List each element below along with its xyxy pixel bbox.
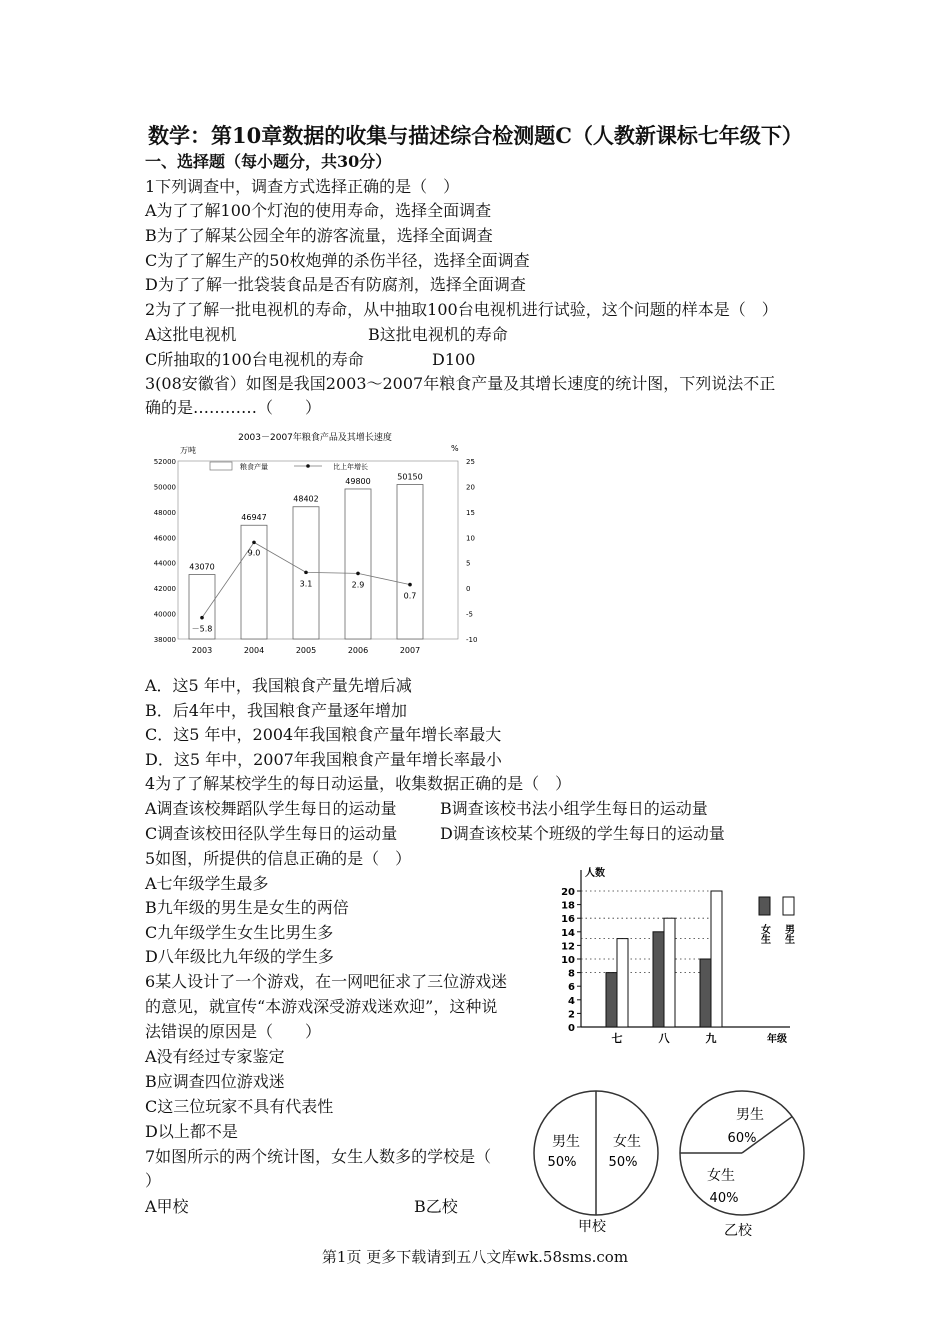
y-tick-label: 2 xyxy=(568,1009,575,1021)
y-tick-label: 16 xyxy=(561,914,575,926)
y-tick-label: 10 xyxy=(561,955,575,966)
growth-rate-point xyxy=(252,541,256,545)
q4-option-c: C调查该校田径队学生每日的运动量 xyxy=(145,824,398,843)
q2-option-c: C所抽取的100台电视机的寿命 xyxy=(145,350,364,369)
x-tick-label: 2007 xyxy=(399,646,421,655)
q1-option-d: D为了了解一批袋装食品是否有防腐剂，选择全面调查 xyxy=(145,275,526,294)
x-tick-label: 2004 xyxy=(243,646,265,655)
q7-stem-line2: ） xyxy=(145,1171,162,1190)
pie-b-label-female: 女生 xyxy=(707,1168,735,1184)
y-tick-label: 6 xyxy=(568,982,575,994)
q4-option-a: A调查该校舞蹈队学生每日的运动量 xyxy=(145,799,397,818)
q5-option-d: D八年级比九年级的学生多 xyxy=(145,947,334,966)
q7-option-b: B乙校 xyxy=(414,1197,458,1216)
q6-option-c: C这三位玩家不具有代表性 xyxy=(145,1097,334,1116)
q3-option-d: D．这5 年中，2007年我国粮食产量年增长率最小 xyxy=(145,750,502,769)
q3-option-a: A．这5 年中，我国粮食产量先增后减 xyxy=(145,676,412,695)
q6-option-b: B应调查四位游戏迷 xyxy=(145,1072,285,1091)
q2-option-a: A这批电视机 xyxy=(145,325,237,344)
bar-male xyxy=(711,891,722,1027)
grain-output-chart xyxy=(153,425,498,657)
y-tick-label: 42000 xyxy=(153,585,176,594)
y2-tick-label: -10 xyxy=(466,636,478,644)
school-pie-charts xyxy=(528,1085,828,1245)
y-tick-label: 52000 xyxy=(153,458,176,466)
q4-option-b: B调查该校书法小组学生每日的运动量 xyxy=(440,799,708,818)
q1-option-b: B为了了解某公园全年的游客流量，选择全面调查 xyxy=(145,226,493,245)
legend-bar-swatch xyxy=(210,462,232,470)
grade-gender-bar-chart xyxy=(555,860,805,1050)
bar-grain-output xyxy=(345,489,371,639)
q6-stem-line3: 法错误的原因是（ ） xyxy=(145,1022,322,1041)
growth-rate-point xyxy=(408,583,412,587)
growth-rate-label: －5.8 xyxy=(191,624,213,634)
chart-title: 2003－2007年粮食产品及其增长速度 xyxy=(238,433,392,443)
y2-tick-label: -5 xyxy=(466,610,473,619)
q1-option-a: A为了了解100个灯泡的使用寿命，选择全面调查 xyxy=(145,201,492,220)
q7-option-a: A甲校 xyxy=(145,1197,189,1216)
pie-a-title: 甲校 xyxy=(578,1219,606,1235)
y-tick-label: 40000 xyxy=(153,610,176,619)
q6-option-a: A没有经过专家鉴定 xyxy=(145,1047,285,1066)
growth-rate-label: 0.7 xyxy=(403,591,417,601)
y2-tick-label: 15 xyxy=(466,508,475,517)
y-tick-label: 12 xyxy=(561,941,575,953)
bar-value-label: 48402 xyxy=(293,494,319,504)
y-tick-label: 18 xyxy=(561,900,575,912)
q5-option-a: A七年级学生最多 xyxy=(145,874,269,893)
pie-b-value-female: 40% xyxy=(709,1191,739,1206)
x-tick-label: 七 xyxy=(611,1032,623,1045)
legend-female-label: 女生 xyxy=(758,924,770,944)
bar-male xyxy=(664,918,675,1027)
growth-rate-point xyxy=(356,572,360,576)
bar-value-label: 50150 xyxy=(397,472,423,482)
legend-line-label: 比上年增长 xyxy=(333,463,368,471)
q7-stem-line1: 7如图所示的两个统计图，女生人数多的学校是（ xyxy=(145,1147,492,1166)
q3-stem-line1: 3(08安徽省）如图是我国2003～2007年粮食产量及其增长速度的统计图，下列说法不正 xyxy=(145,374,776,393)
x-tick-label: 八 xyxy=(658,1032,670,1045)
page-footer: 第1页 更多下载请到五八文库wk.58sms.com xyxy=(321,1248,629,1266)
q2-option-d: D100 xyxy=(432,350,476,369)
y2-tick-label: 10 xyxy=(466,534,475,543)
legend-male-label: 男生 xyxy=(782,924,794,944)
y2-tick-label: 5 xyxy=(466,559,471,568)
pie-a-label-female: 女生 xyxy=(613,1134,641,1150)
q2-stem: 2为了了解一批电视机的寿命，从中抽取100台电视机进行试验，这个问题的样本是（ ） xyxy=(145,300,778,319)
q3-stem-line2: 确的是…………（ ） xyxy=(145,398,322,417)
q6-stem-line1: 6某人设计了一个游戏，在一网吧征求了三位游戏迷 xyxy=(145,972,508,991)
bar-value-label: 49800 xyxy=(345,476,371,486)
y-tick-label: 50000 xyxy=(153,483,176,492)
page-title: 数学：第10章数据的收集与描述综合检测题C（人教新课标七年级下） xyxy=(148,123,803,148)
q5-stem: 5如图，所提供的信息正确的是（ ） xyxy=(145,849,412,868)
q6-stem-line2: 的意见，就宣传“本游戏深受游戏迷欢迎”，这种说 xyxy=(145,997,498,1016)
q5-option-c: C九年级学生女生比男生多 xyxy=(145,923,334,942)
q5-option-b: B九年级的男生是女生的两倍 xyxy=(145,898,349,917)
bar-female xyxy=(606,973,617,1027)
pie-b-label-male: 男生 xyxy=(736,1107,764,1123)
y-tick-label: 20 xyxy=(561,887,575,898)
y-tick-label: 46000 xyxy=(153,534,176,543)
bar-male xyxy=(617,939,628,1027)
q2-option-b: B这批电视机的寿命 xyxy=(368,325,508,344)
pie-a-value-male: 50% xyxy=(547,1155,577,1170)
y-tick-label: 4 xyxy=(568,995,575,1007)
q4-stem: 4为了了解某校学生的每日动运量，收集数据正确的是（ ） xyxy=(145,774,572,793)
growth-rate-label: 2.9 xyxy=(351,580,365,590)
growth-rate-label: 3.1 xyxy=(299,579,313,589)
x-tick-label: 2006 xyxy=(347,646,369,655)
growth-rate-label: 9.0 xyxy=(247,548,261,558)
pie-b-title: 乙校 xyxy=(724,1223,752,1239)
y-tick-label: 44000 xyxy=(153,559,176,568)
bar-female xyxy=(653,932,664,1027)
pie-a-label-male: 男生 xyxy=(552,1134,580,1150)
bar-female xyxy=(700,959,711,1027)
y2-axis-unit-label: % xyxy=(451,444,459,453)
legend-line-marker xyxy=(306,464,310,468)
x-tick-label: 2003 xyxy=(191,646,213,655)
pie-b-value-male: 60% xyxy=(727,1131,757,1146)
bar-grain-output xyxy=(397,485,423,639)
y-tick-label: 8 xyxy=(568,968,575,980)
q4-option-d: D调查该校某个班级的学生每日的运动量 xyxy=(440,824,725,843)
pie-a-value-female: 50% xyxy=(608,1155,638,1170)
q6-option-d: D以上都不是 xyxy=(145,1122,238,1141)
x-axis-title: 年级 xyxy=(767,1034,787,1045)
bar-value-label: 43070 xyxy=(189,562,215,572)
q1-option-c: C为了了解生产的50枚炮弹的杀伤半径，选择全面调查 xyxy=(145,251,530,270)
legend-bar-label: 粮食产量 xyxy=(240,463,268,471)
y2-tick-label: 25 xyxy=(466,458,475,466)
section-heading: 一、选择题（每小题分，共30分） xyxy=(145,152,392,171)
x-tick-label: 2005 xyxy=(295,646,317,655)
y-tick-label: 14 xyxy=(561,927,575,939)
y2-tick-label: 0 xyxy=(466,585,471,594)
legend-male-swatch xyxy=(783,897,794,915)
y-tick-label: 0 xyxy=(568,1023,575,1034)
y-axis-title: 人数 xyxy=(585,868,605,879)
growth-rate-point xyxy=(200,616,204,620)
x-tick-label: 九 xyxy=(705,1032,717,1045)
y-axis-unit-label: 万吨 xyxy=(180,446,196,455)
q1-stem: 1下列调查中，调查方式选择正确的是（ ） xyxy=(145,177,460,196)
q3-option-b: B．后4年中，我国粮食产量逐年增加 xyxy=(145,701,407,720)
y2-tick-label: 20 xyxy=(466,483,475,492)
y-tick-label: 48000 xyxy=(153,508,176,517)
y-tick-label: 38000 xyxy=(153,636,176,644)
legend-female-swatch xyxy=(759,897,770,915)
bar-value-label: 46947 xyxy=(241,513,267,523)
q3-option-c: C．这5 年中，2004年我国粮食产量年增长率最大 xyxy=(145,725,502,744)
growth-rate-point xyxy=(304,571,308,575)
